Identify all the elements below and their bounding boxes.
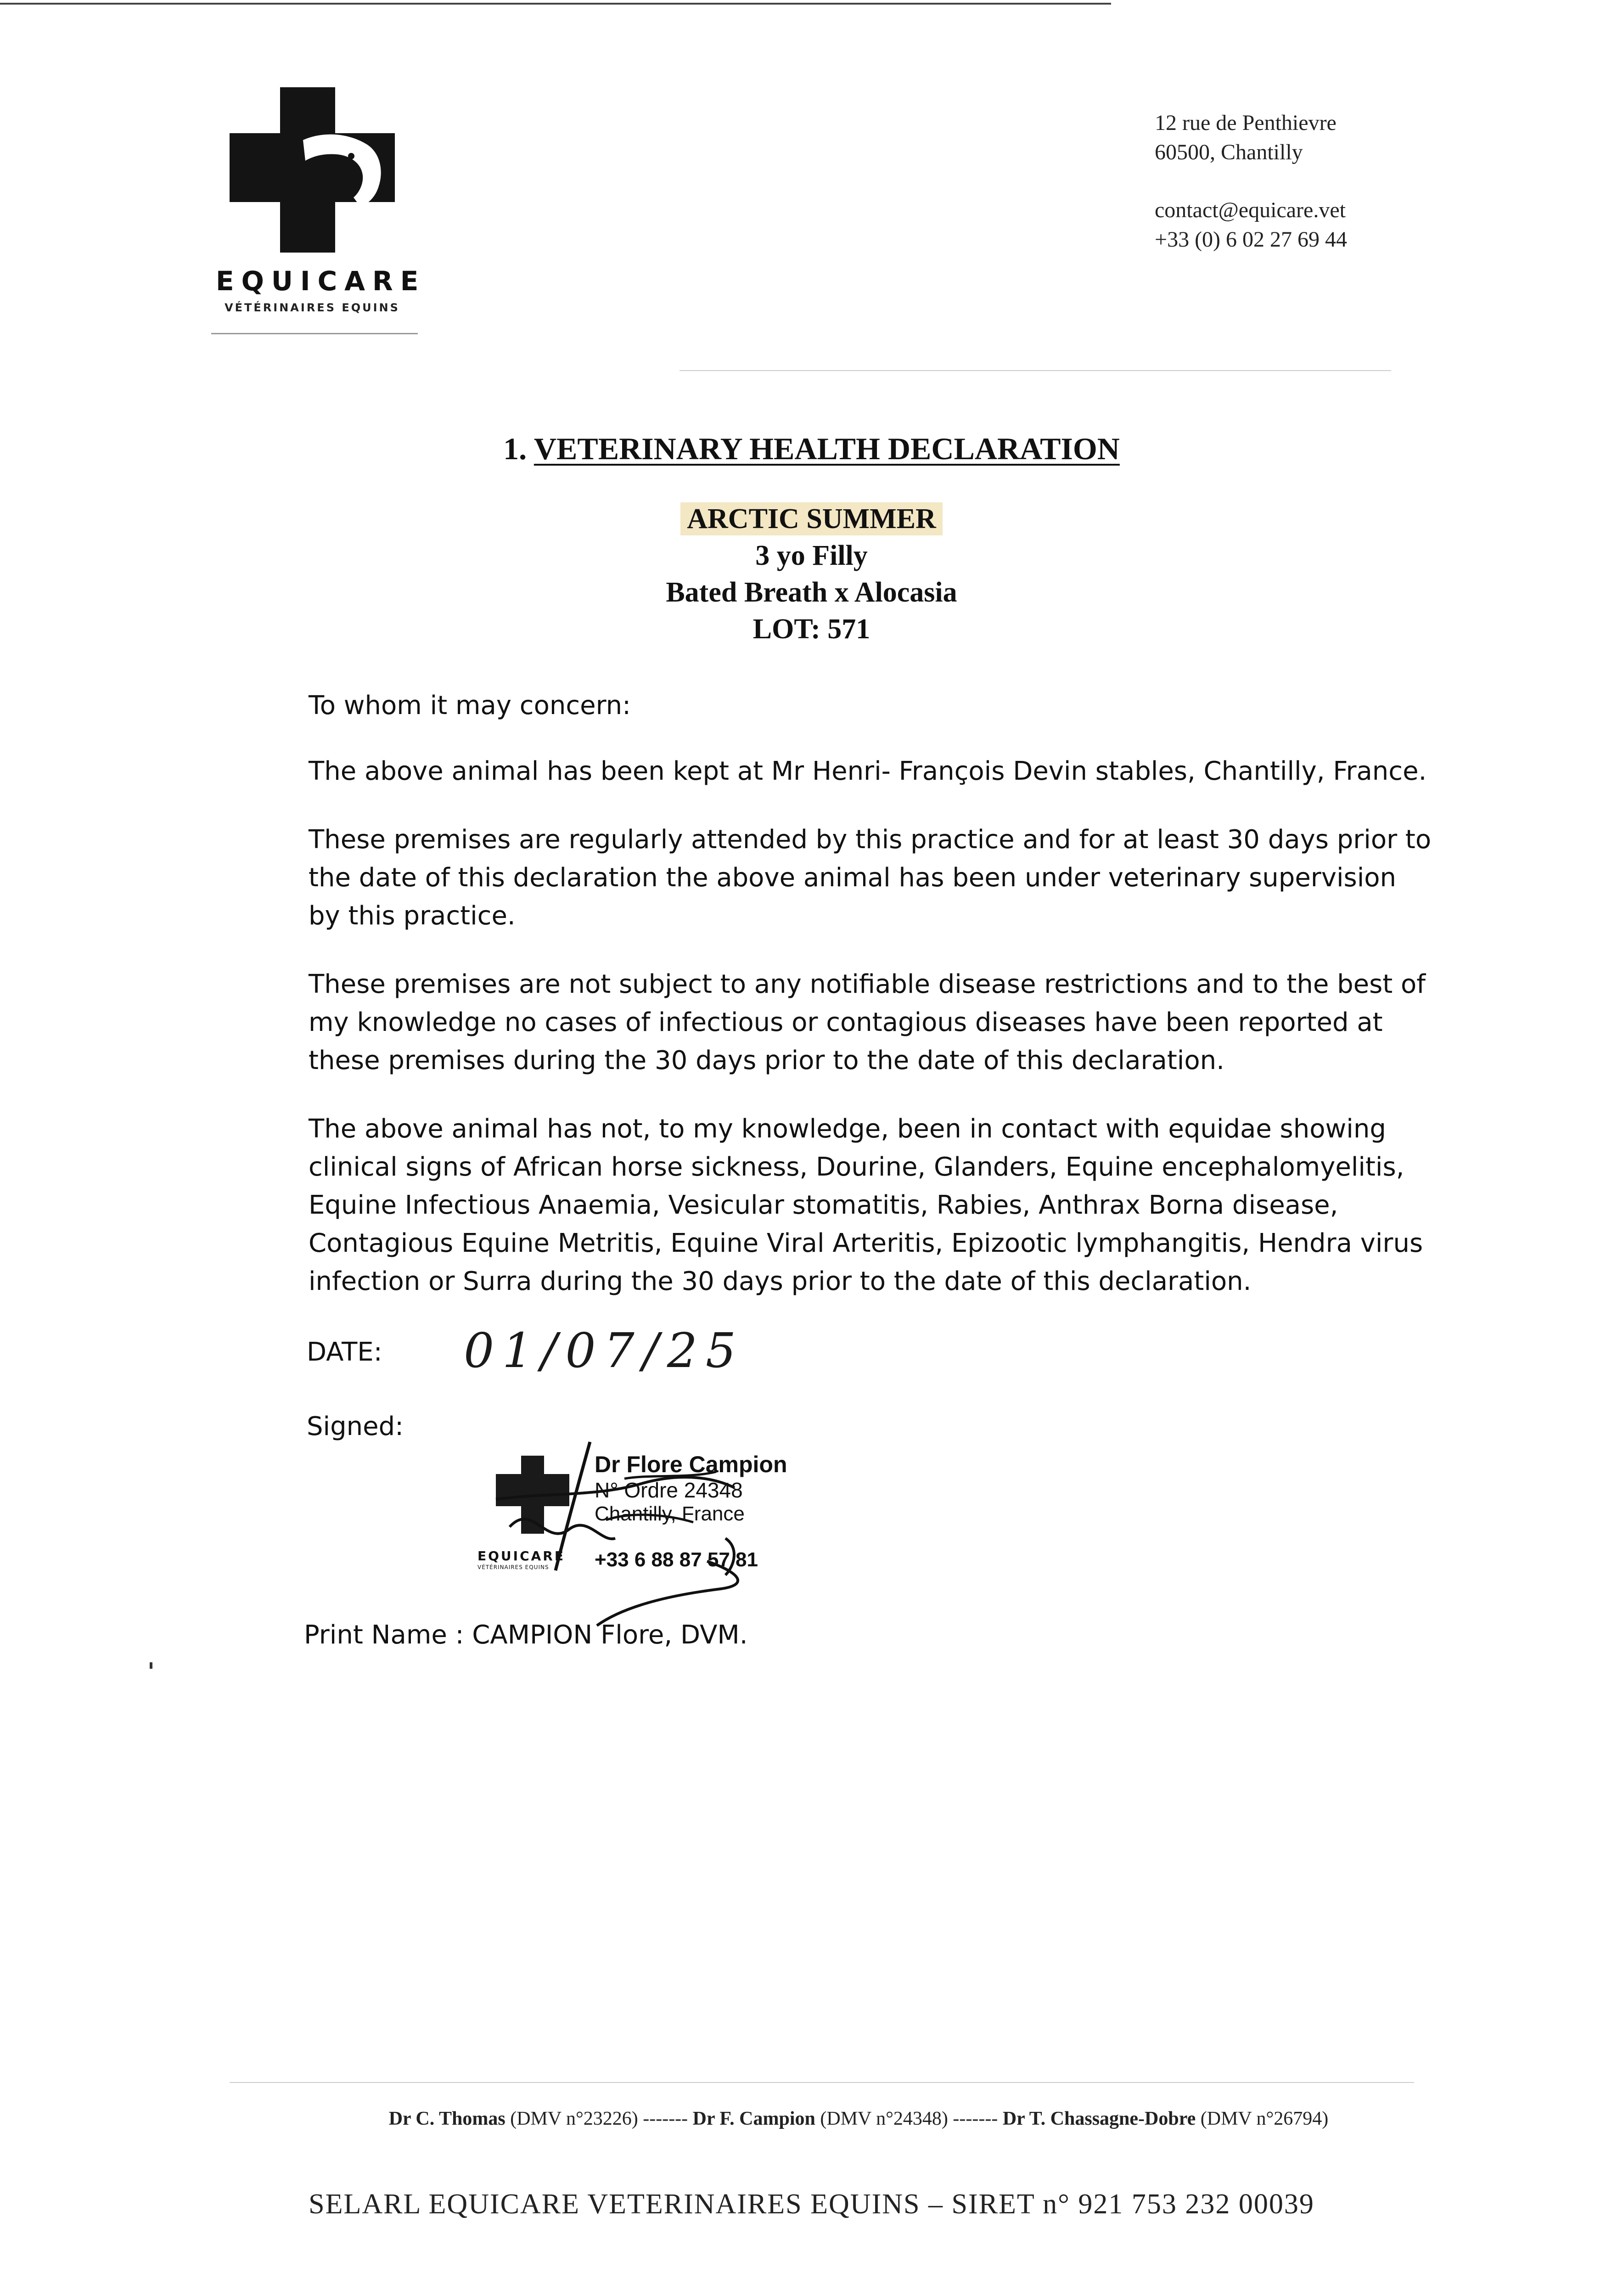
footer-doctor-3-reg: (DMV n°26794) bbox=[1200, 2108, 1329, 2129]
print-name: Print Name : CAMPION Flore, DVM. bbox=[304, 1620, 748, 1650]
title-number: 1. bbox=[503, 431, 527, 466]
horse-pedigree: Bated Breath x Alocasia bbox=[666, 577, 957, 608]
vet-stamp-signature bbox=[477, 1428, 826, 1630]
stamp-vet-name: Dr Flore Campion bbox=[595, 1452, 787, 1477]
paragraph-restrictions: These premises are not subject to any notifiable disease restrictions and to the best of my knowledge no cases of infectious or contagious diseases have been reported at these premises during the 30 days prior to the date of this declaration. bbox=[309, 969, 1426, 1075]
footer-doctor-2-name: Dr F. Campion bbox=[692, 2108, 815, 2129]
header-divider bbox=[680, 370, 1391, 371]
address-city: 60500, Chantilly bbox=[1155, 140, 1303, 164]
equicare-logo bbox=[216, 87, 426, 326]
scan-edge-line bbox=[0, 3, 1111, 5]
date-label: DATE: bbox=[307, 1337, 382, 1367]
title-text: VETERINARY HEALTH DECLARATION bbox=[534, 431, 1120, 466]
stamp-city: Chantilly, France bbox=[595, 1503, 745, 1525]
address-phone: +33 (0) 6 02 27 69 44 bbox=[1155, 227, 1348, 252]
footer-doctor-3-name: Dr T. Chassagne-Dobre bbox=[1002, 2108, 1196, 2129]
address-email[interactable]: contact@equicare.vet bbox=[1155, 198, 1346, 222]
logo-underline bbox=[211, 333, 418, 334]
footer-separator-1: ------- bbox=[643, 2108, 688, 2129]
stamp-ordre-number: N° Ordre 24348 bbox=[595, 1478, 743, 1502]
stamp-brand: EQUICARE bbox=[477, 1548, 565, 1564]
footer-doctor-1-reg: (DMV n°23226) bbox=[510, 2108, 638, 2129]
document-title bbox=[0, 431, 1623, 467]
footer-doctor-2-reg: (DMV n°24348) bbox=[820, 2108, 948, 2129]
stamp-brand-subtitle: VÉTÉRINAIRES EQUINS bbox=[477, 1564, 549, 1570]
address-street: 12 rue de Penthievre bbox=[1155, 111, 1337, 135]
scan-speck bbox=[150, 1662, 152, 1669]
cross-horse-logo-icon bbox=[230, 87, 395, 253]
paragraph-supervision: These premises are regularly attended by this practice and for at least 30 days prior to the date of this declaration the above animal has been under veterinary supervision by this practice. bbox=[309, 825, 1432, 931]
horse-lot: LOT: 571 bbox=[753, 613, 870, 645]
horse-age-sex: 3 yo Filly bbox=[755, 540, 868, 571]
horse-name: ARCTIC SUMMER bbox=[680, 502, 943, 535]
handwritten-date: 01/07/25 bbox=[464, 1322, 745, 1379]
stamp-phone: +33 6 88 87 57 81 bbox=[595, 1548, 758, 1571]
greeting: To whom it may concern: bbox=[309, 691, 631, 720]
logo-subtitle: VÉTÉRINAIRES EQUINS bbox=[225, 301, 400, 314]
declaration-body bbox=[309, 687, 1433, 1331]
footer-doctor-1-name: Dr C. Thomas bbox=[388, 2108, 505, 2129]
footer-doctors bbox=[312, 2105, 1405, 2132]
signed-label: Signed: bbox=[307, 1412, 404, 1441]
footer-divider bbox=[230, 2082, 1414, 2083]
practice-address bbox=[1155, 108, 1430, 254]
footer-company: SELARL EQUICARE VETERINAIRES EQUINS – SIRET n° 921 753 232 00039 bbox=[309, 2189, 1314, 2220]
paragraph-diseases: The above animal has not, to my knowledge, been in contact with equidae showing clinical signs of African horse sickness, Dourine, Glanders, Equine encephalomyelitis, Equine Infectious Anaemia, Vesicular stomatitis, Rabies, Anthrax Borna disease, Contagious Equine Metritis, Equine Viral Arteritis, Epizootic lymphangitis, Hendra virus infection or Surra during the 30 days prior to the date of this declaration. bbox=[309, 1114, 1423, 1296]
logo-brand-name: EQUICARE bbox=[216, 265, 426, 297]
horse-details bbox=[0, 501, 1623, 647]
paragraph-stables: The above animal has been kept at Mr Henri- François Devin stables, Chantilly, France. bbox=[309, 756, 1427, 786]
footer-separator-2: ------- bbox=[953, 2108, 998, 2129]
